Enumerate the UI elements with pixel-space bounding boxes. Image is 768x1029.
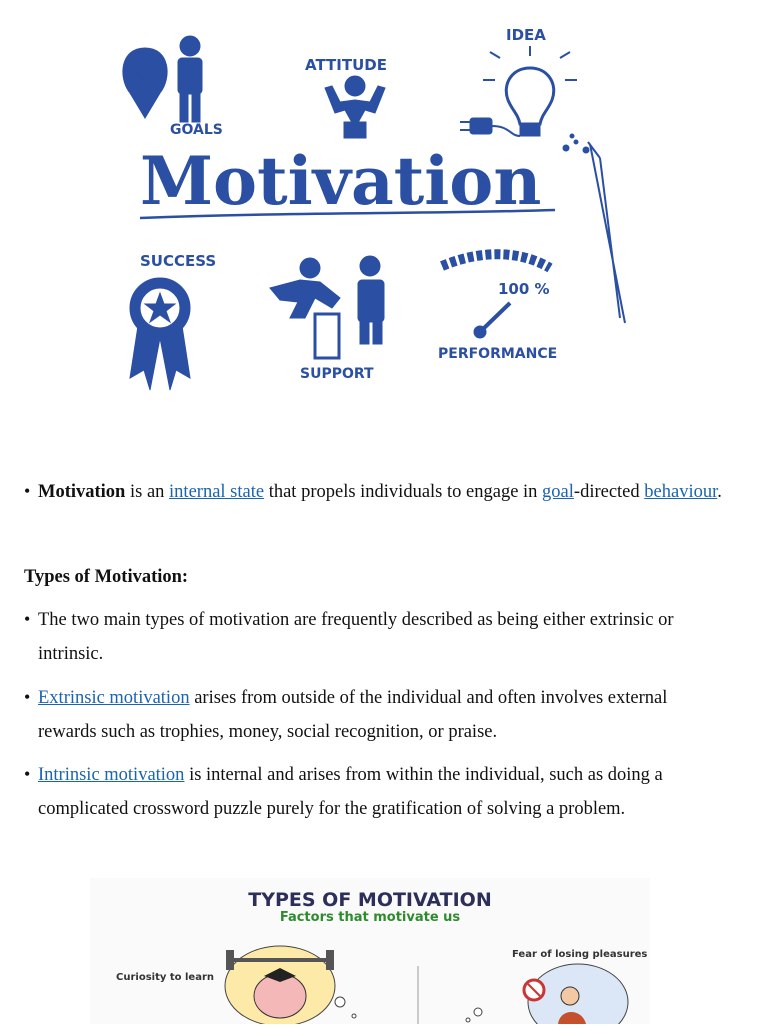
bullet-dot: • bbox=[24, 481, 31, 501]
intro-paragraph: Motivation is an internal state that propels individuals to engage in goal-directed behaviour. bbox=[38, 482, 722, 502]
label-percent: 100 % bbox=[498, 280, 550, 298]
bullet-dot: • bbox=[24, 687, 31, 707]
bullet-types-overview: The two main types of motivation are frequently described as being either extrinsic or intrinsic. bbox=[38, 610, 674, 664]
motivation-illustration bbox=[100, 18, 640, 410]
label-goals: GOALS bbox=[170, 122, 223, 138]
label-curiosity: Curiosity to learn bbox=[116, 972, 214, 983]
infographic-title: TYPES OF MOTIVATION bbox=[248, 889, 492, 911]
label-attitude: ATTITUDE bbox=[305, 56, 387, 74]
person-head bbox=[180, 36, 200, 56]
gauge-icon bbox=[442, 254, 550, 268]
link-extrinsic-motivation[interactable]: Extrinsic motivation bbox=[38, 688, 190, 708]
term-motivation: Motivation bbox=[38, 482, 126, 502]
label-fear: Fear of losing pleasures bbox=[512, 949, 648, 960]
label-success: SUCCESS bbox=[140, 252, 217, 270]
bullet-dot: • bbox=[24, 764, 31, 784]
bullet-dot: • bbox=[24, 609, 31, 629]
link-behaviour[interactable]: behaviour bbox=[644, 482, 718, 502]
lightbulb-icon bbox=[506, 68, 553, 124]
bullet-extrinsic: Extrinsic motivation arises from outside of the individual and often involves external rewards such as trophies, money, social recognition, or praise. bbox=[38, 688, 668, 742]
types-of-motivation-infographic bbox=[90, 878, 650, 1024]
label-support: SUPPORT bbox=[300, 366, 374, 382]
infographic-subtitle: Factors that motivate us bbox=[279, 910, 461, 925]
link-intrinsic-motivation[interactable]: Intrinsic motivation bbox=[38, 765, 185, 785]
hero-word: Motivation bbox=[140, 142, 542, 220]
label-performance: PERFORMANCE bbox=[438, 346, 558, 362]
link-goal[interactable]: goal bbox=[542, 482, 574, 502]
link-internal-state[interactable]: internal state bbox=[169, 482, 265, 502]
label-idea: IDEA bbox=[506, 26, 546, 44]
location-pin-icon bbox=[123, 48, 167, 118]
bullet-intrinsic: Intrinsic motivation is internal and arises from within the individual, such as doing a complicated crossword puzzle purely for the gratification of solving a problem. bbox=[38, 765, 663, 819]
types-heading: Types of Motivation: bbox=[24, 567, 189, 587]
